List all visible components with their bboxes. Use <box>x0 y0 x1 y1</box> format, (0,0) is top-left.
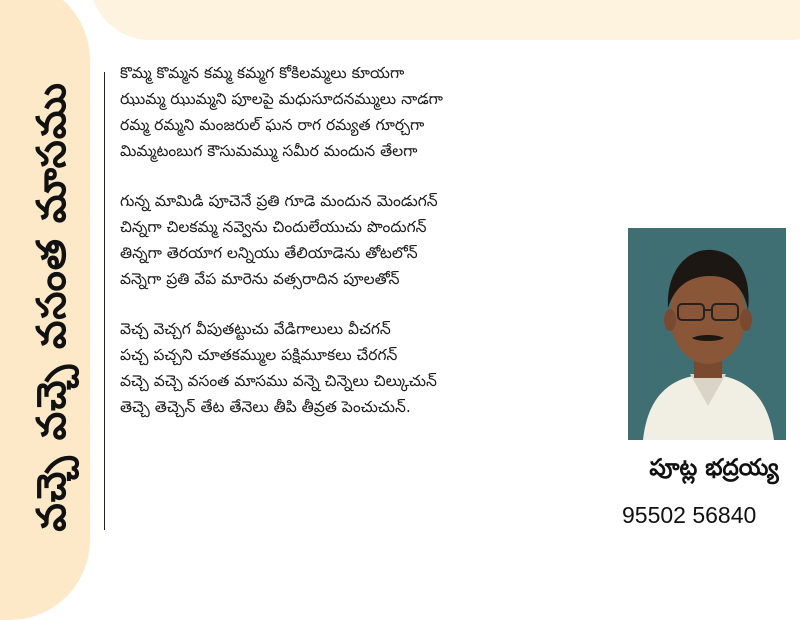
title-divider <box>104 72 105 530</box>
poem-line: మిమ్మటంబుగ కౌసుమమ్ము సమీర మందున తేలగా <box>120 142 418 160</box>
author-phone-number: 95502 56840 <box>622 502 757 528</box>
page-title: వచ్చె వచ్చె వసంత మాసము <box>29 82 75 532</box>
stanza-1 <box>120 60 620 164</box>
poem-line: తిన్నగా తెరయాగ లన్నియు తేలియాడెను తోటలోన్ <box>120 244 418 262</box>
poem-line: వచ్చె వచ్చె వసంత మాసము వన్నె చిన్నెలు చిల్కుచున్ <box>120 372 437 390</box>
stanza-2 <box>120 188 620 292</box>
vertical-title-block <box>4 64 100 550</box>
author-portrait-illustration <box>628 228 786 440</box>
author-name: పూట్ల భద్రయ్య <box>649 455 779 481</box>
poem-line: కొమ్మ కొమ్మన కమ్మ కమ్మగ కోకిలమ్మలు కూయగా <box>120 64 405 82</box>
author-photo <box>628 228 786 440</box>
poem-line: ఝుమ్మ ఝుమ్మని పూలపై మధుసూదనమ్ములు నాడగా <box>120 90 443 108</box>
top-background-shape <box>90 0 800 40</box>
poem-line: చిన్నగా చిలకమ్మ నవ్వెను చిందులేయుచు పొందుగన్ <box>120 218 427 236</box>
poem-body <box>120 60 620 444</box>
poem-line: వెచ్చ వెచ్చగ వీపుతట్టుచు వేడిగాలులు వీచగన్ <box>120 320 391 338</box>
stanza-3 <box>120 316 620 420</box>
poem-line: పచ్చ పచ్చని చూతకమ్ముల పక్షిమూకలు చేరగన్ <box>120 346 398 364</box>
poem-line: తెచ్చె తెచ్చెన్ తేట తేనెలు తీపి తీవ్రత పెంచుచున్. <box>120 398 411 416</box>
poem-line: వన్నెగా ప్రతి వేప మారెను వత్సరాదిన పూలతోన్ <box>120 270 400 288</box>
poem-line: రమ్మ రమ్మని మంజరుల్ ఘన రాగ రమ్యత గూర్చగా <box>120 116 425 134</box>
poem-line: గున్న మామిడి పూచెనే ప్రతి గూడె మందున మెండుగన్ <box>120 192 438 210</box>
